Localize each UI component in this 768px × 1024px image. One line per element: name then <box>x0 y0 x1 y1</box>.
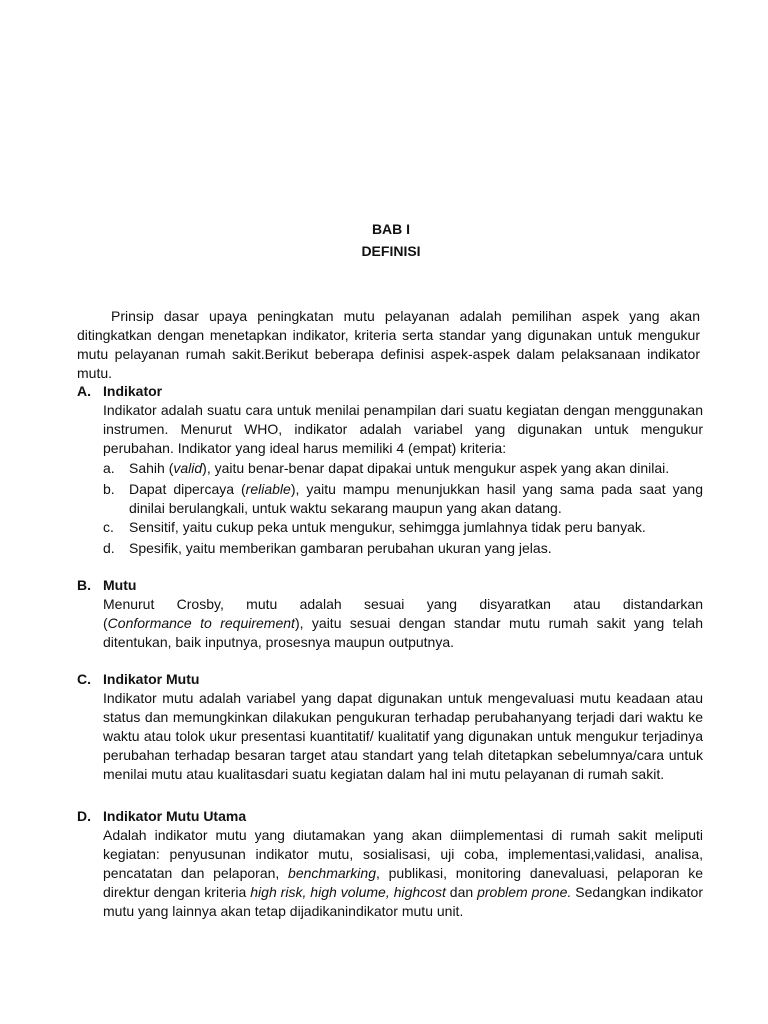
list-d-letter: d. <box>103 540 115 556</box>
list-b-text: Dapat dipercaya (reliable), yaitu mampu menunjukkan hasil yang sama pada saat yang dinilai berulangkali, untuk waktu sekarang maupun yang akan datang. <box>129 481 703 516</box>
section-b-line2: (Conformance to requirement), yaitu sesuai dengan standar mutu rumah sakit yang telah ditentukan, baik inputnya, prosesnya maupun outputnya. <box>103 615 704 650</box>
intro-text: Prinsip dasar upaya peningkatan mutu pelayanan adalah pemilihan aspek yang akan ditingkatkan dengan menetapkan indikator, kriteria serta standar yang digunakan untuk mengukur mutu pelayanan rumah sakit.Berikut beberapa definisi aspek-aspek dalam pelaksanaan indikator mutu. <box>77 308 700 381</box>
section-a-title: Indikator <box>103 383 163 399</box>
section-d-title: Indikator Mutu Utama <box>103 808 247 824</box>
list-a-text: Sahih (valid), yaitu benar-benar dapat dipakai untuk mengukur aspek yang akan dinilai. <box>129 460 670 476</box>
list-c-letter: c. <box>103 519 114 535</box>
list-b-letter: b. <box>103 481 115 497</box>
list-d-text: Spesifik, yaitu memberikan gambaran perubahan ukuran yang jelas. <box>129 540 552 556</box>
section-c-body: Indikator mutu adalah variabel yang dapat digunakan untuk mengevaluasi mutu keadaan atau status dan memungkinkan dilakukan pengukuran terhadap perubahanyang terjadi dari waktu ke waktu atau tolok ukur presentasi kuantitatif/ kualitatif yang digunakan untuk mengukur terjadinya perubahan terhadap besaran target atau standart yang telah ditetapkan sebelumnya/cara untuk menilai mutu atau kualitasdari suatu kegiatan dalam hal ini mutu pelayanan di rumah sakit. <box>103 690 703 782</box>
section-b-line1: Menurut Crosby, mutu adalah sesuai yang disyaratkan atau distandarkan <box>103 596 703 612</box>
list-c-text: Sensitif, yaitu cukup peka untuk mengukur, sehimgga jumlahnya tidak peru banyak. <box>129 519 646 535</box>
chapter-number: BAB I <box>371 221 411 237</box>
section-d-letter: D. <box>77 808 91 824</box>
list-a-letter: a. <box>103 460 115 476</box>
section-b-title: Mutu <box>103 577 137 593</box>
section-c-letter: C. <box>77 671 91 687</box>
section-d-body: Adalah indikator mutu yang diutamakan yang akan diimplementasi di rumah sakit meliputi kegiatan: penyusunan indikator mutu, sosialisasi, uji coba, implementasi,validasi, analisa, pencatatan dan pelaporan, benchmarking, publikasi, monitoring danevaluasi, pelaporan ke direktur dengan kriteria high risk, high volume, highcost dan problem prone. Sedangkan indikator mutu yang lainnya akan tetap dijadikanindikator mutu unit. <box>103 827 704 919</box>
section-b-letter: B. <box>77 577 91 593</box>
section-c-title: Indikator Mutu <box>103 671 200 687</box>
intro-paragraph <box>77 307 700 383</box>
chapter-title: DEFINISI <box>361 243 421 259</box>
section-a-letter: A. <box>77 383 91 399</box>
section-a-body: Indikator adalah suatu cara untuk menilai penampilan dari suatu kegiatan dengan menggunakan instrumen. Menurut WHO, indikator adalah variabel yang digunakan untuk mengukur perubahan. Indikator yang ideal harus memiliki 4 (empat) kriteria: <box>103 402 703 456</box>
